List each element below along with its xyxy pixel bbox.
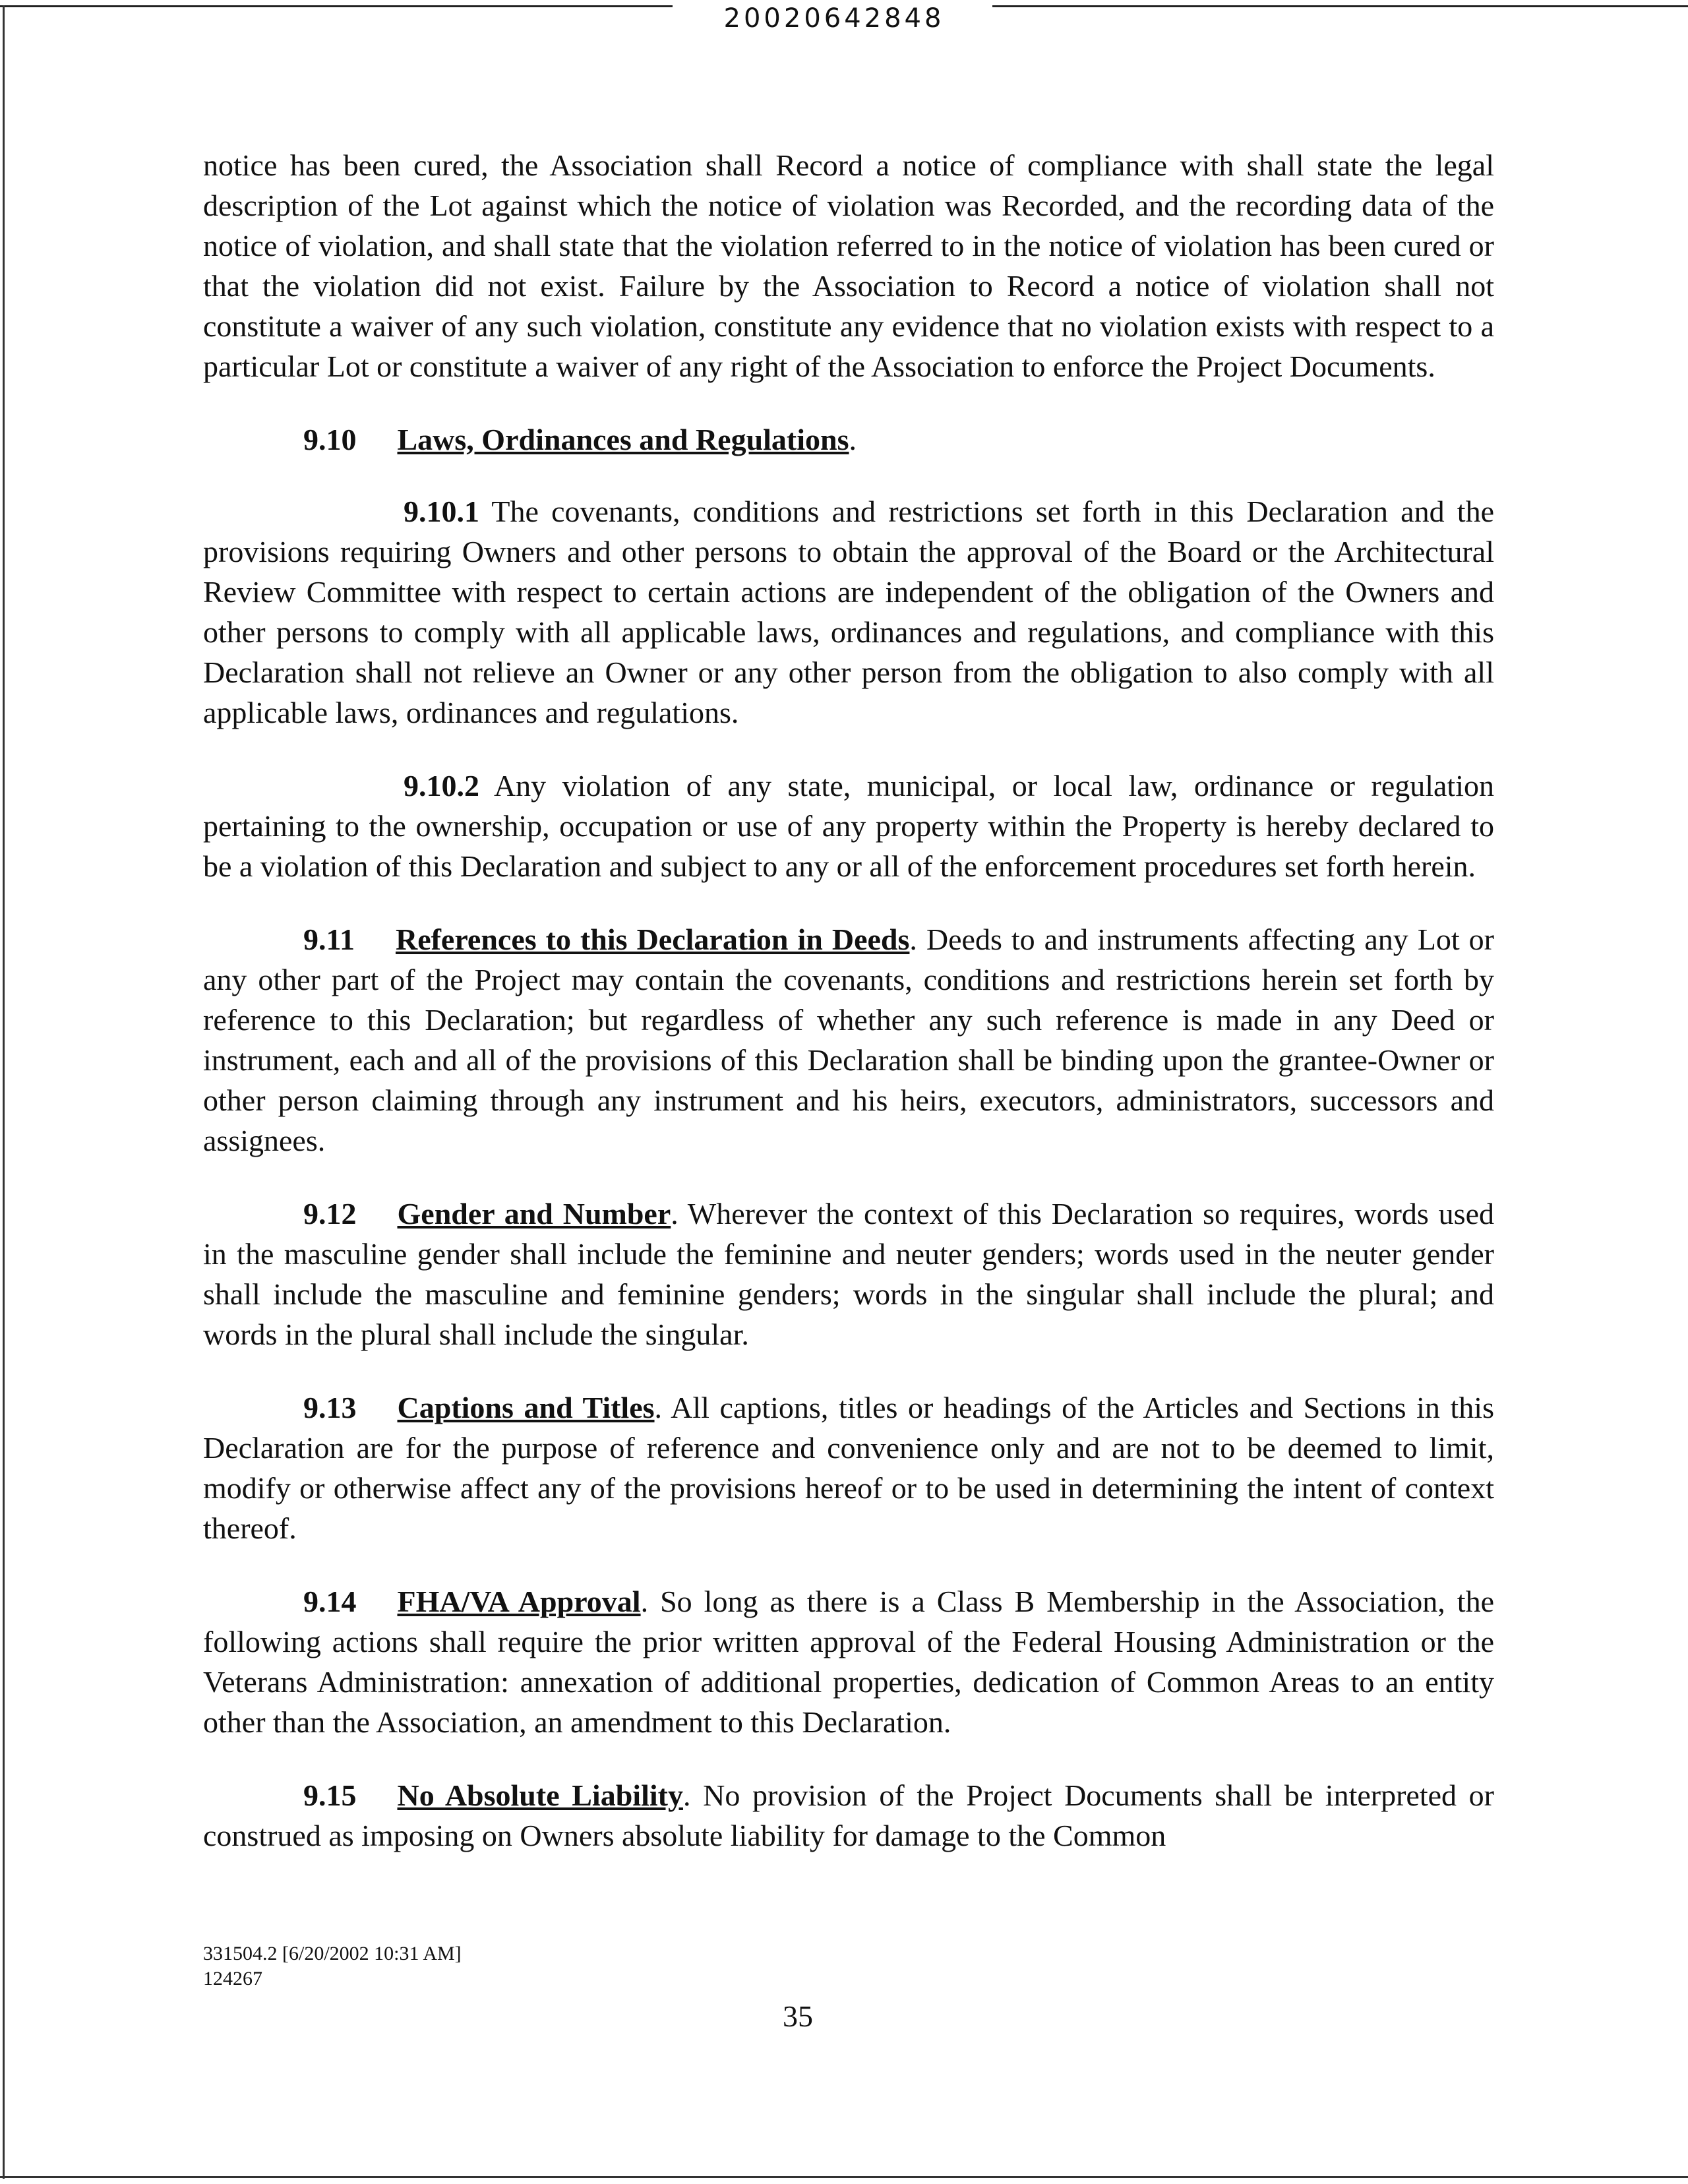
section-title: Captions and Titles xyxy=(397,1391,655,1424)
section-title: FHA/VA Approval xyxy=(397,1585,641,1618)
section-text: . No provision of the Project Documents shall be interpreted or construed as imposing on Owners absolute liability for damage to the Common xyxy=(203,1778,1494,1852)
section-title-period: . xyxy=(849,423,857,456)
section-9-11 xyxy=(203,919,1494,1161)
section-number: 9.12 xyxy=(303,1197,357,1230)
section-9-15 xyxy=(203,1775,1494,1856)
doc-reference: 331504.2 [6/20/2002 10:31 AM] xyxy=(203,1943,462,1964)
section-9-10-1 xyxy=(203,491,1494,733)
section-text: . So long as there is a Class B Membership in the Association, the following actions shall require the prior written approval of the Federal Housing Administration or the Veterans Administration: annexation of additional properties, dedication of Common Areas to an entity other than the Association, an amendment to this Declaration. xyxy=(203,1585,1494,1739)
section-9-12 xyxy=(203,1194,1494,1354)
section-title: Laws, Ordinances and Regulations xyxy=(397,423,849,456)
section-number: 9.10.2 xyxy=(404,769,479,803)
section-number: 9.11 xyxy=(303,923,355,956)
section-number: 9.13 xyxy=(303,1391,357,1424)
section-9-14 xyxy=(203,1581,1494,1742)
section-9-10-2 xyxy=(203,766,1494,886)
section-number: 9.14 xyxy=(303,1585,357,1618)
section-text: Any violation of any state, municipal, or local law, ordinance or regulation pertaining to the ownership, occupation or use of any property within the Property is hereby declared to be a violation of this Declaration and subject to any or all of the enforcement procedures set forth herein. xyxy=(203,769,1494,883)
section-number: 9.10.1 xyxy=(404,495,479,528)
section-number: 9.10 xyxy=(303,423,357,456)
paragraph-intro: notice has been cured, the Association shall Record a notice of compliance with shall state the legal description of the Lot against which the notice of violation was Recorded, and the recording data of the notice of violation, and shall state that the violation referred to in the notice of violation has been cured or that the violation did not exist. Failure by the Association to Record a notice of violation shall not constitute a waiver of any such violation, constitute any evidence that no violation exists with respect to a particular Lot or constitute a waiver of any right of the Association to enforce the Project Documents. xyxy=(203,148,1494,383)
section-9-10-heading xyxy=(303,419,1494,460)
bottom-border xyxy=(0,2176,1688,2178)
section-title: References to this Declaration in Deeds xyxy=(395,923,910,956)
section-text: . All captions, titles or headings of the Articles and Sections in this Declaration are for the purpose of reference and convenience only and are not to be deemed to limit, modify or otherwise affect any of the provisions hereof or to be used in determining the intent of context thereof. xyxy=(203,1391,1494,1545)
left-border xyxy=(3,5,5,2179)
footer-document-reference xyxy=(203,1941,462,1991)
section-text: . Deeds to and instruments affecting any Lot or any other part of the Project may contain the covenants, conditions and restrictions herein set forth by reference to this Declaration; but regardless of whether any such reference is made in any Deed or instrument, each and all of the provisions of this Declaration shall be binding upon the grantee-Owner or other person claiming through any instrument and his heirs, executors, administrators, successors and assignees. xyxy=(203,923,1494,1157)
page-number: 35 xyxy=(783,1999,813,2033)
section-number: 9.15 xyxy=(303,1778,357,1812)
section-title: Gender and Number xyxy=(397,1197,671,1230)
file-number: 124267 xyxy=(203,1968,262,1989)
recording-number: 20020642848 xyxy=(723,3,945,34)
top-border-left xyxy=(0,5,673,7)
section-title: No Absolute Liability xyxy=(397,1778,683,1812)
section-text: . Wherever the context of this Declaration so requires, words used in the masculine gender shall include the feminine and neuter genders; words used in the neuter gender shall include the masculine and feminine genders; words in the singular shall include the plural; and words in the plural shall include the singular. xyxy=(203,1197,1494,1351)
top-border-right xyxy=(992,5,1688,7)
section-text: The covenants, conditions and restrictions set forth in this Declaration and the provisions requiring Owners and other persons to obtain the approval of the Board or the Architectural Review Committee with respect to certain actions are independent of the obligation of the Owners and other persons to comply with all applicable laws, ordinances and regulations, and compliance with this Declaration shall not relieve an Owner or any other person from the obligation to also comply with all applicable laws, ordinances and regulations. xyxy=(203,495,1494,729)
document-body xyxy=(203,145,1494,1889)
section-9-13 xyxy=(203,1387,1494,1548)
